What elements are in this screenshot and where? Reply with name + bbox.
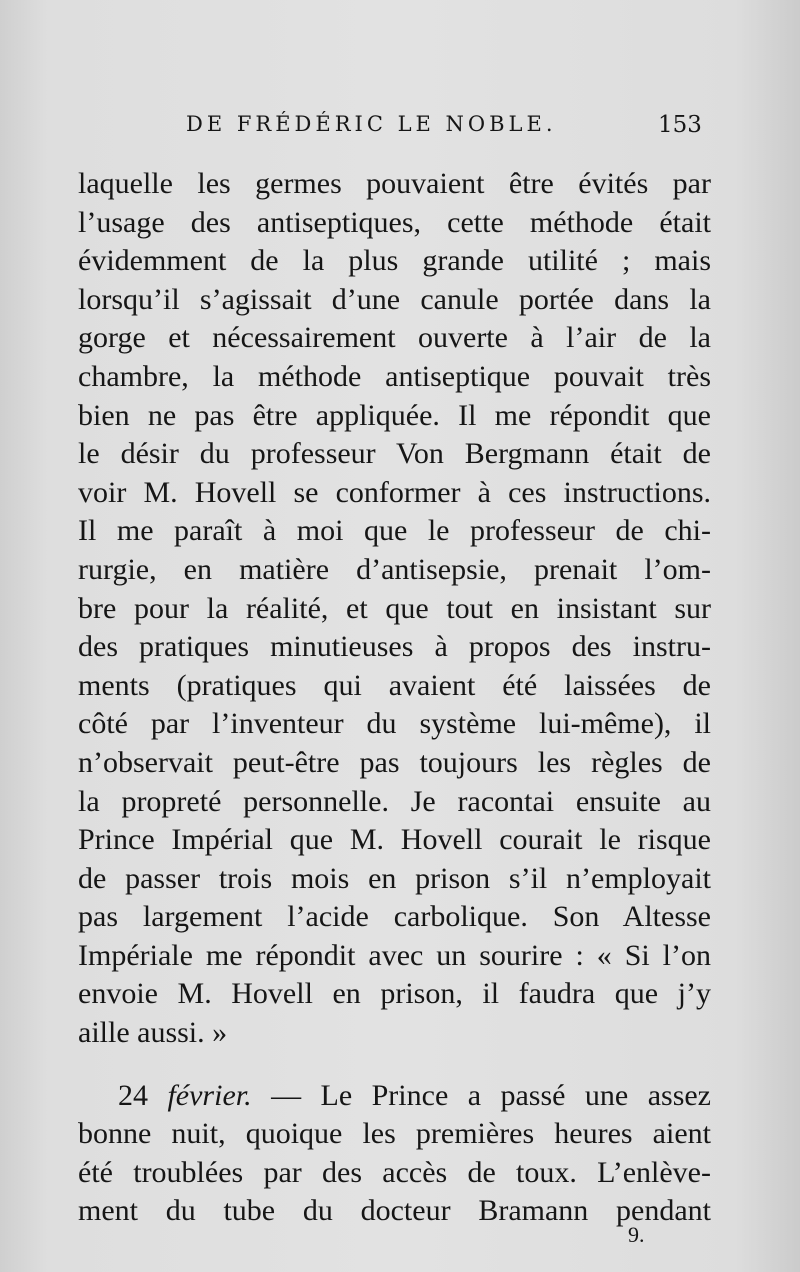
text-line: gorge et nécessairement ouverte à l’air de la bbox=[78, 321, 711, 355]
entry-first-line: — Le Prince a passé une assez bbox=[251, 1078, 711, 1112]
text-line: la propreté personnelle. Je racontai ensuite au bbox=[78, 784, 711, 818]
text-line: ment du tube du docteur Bramann pendant bbox=[78, 1194, 711, 1228]
body-text bbox=[78, 165, 711, 1231]
text-line: le désir du professeur Von Bergmann était de bbox=[78, 437, 711, 471]
text-line: ments (pratiques qui avaient été laissées de bbox=[78, 668, 711, 702]
text-line: envoie M. Hovell en prison, il faudra que j’y bbox=[78, 977, 711, 1011]
text-line: Impériale me répondit avec un sourire : « Si l’on bbox=[78, 938, 711, 972]
text-line: pas largement l’acide carbolique. Son Altesse bbox=[78, 900, 711, 934]
signature-mark: 9. bbox=[628, 1222, 645, 1247]
text-line: aille aussi. » bbox=[78, 1016, 228, 1050]
text-line: l’usage des antiseptiques, cette méthode était bbox=[78, 205, 711, 239]
running-title: DE FRÉDÉRIC LE NOBLE. bbox=[186, 112, 557, 136]
text-line: n’observait peut-être pas toujours les règles de bbox=[78, 745, 711, 779]
text-line: Prince Impérial que M. Hovell courait le risque bbox=[78, 823, 711, 857]
text-line: évidemment de la plus grande utilité ; mais bbox=[78, 244, 711, 278]
text-line: bre pour la réalité, et que tout en insistant sur bbox=[78, 591, 711, 625]
text-line: été troublées par des accès de toux. L’enlève- bbox=[78, 1155, 711, 1189]
text-line: Il me paraît à moi que le professeur de chi- bbox=[78, 514, 711, 548]
dated-entry-line bbox=[78, 1077, 711, 1116]
page-number: 153 bbox=[658, 112, 702, 138]
text-line: lorsqu’il s’agissait d’une canule portée dans la bbox=[78, 282, 711, 316]
text-line: bonne nuit, quoique les premières heures aient bbox=[78, 1117, 711, 1151]
text-line: côté par l’inventeur du système lui-même), il bbox=[78, 707, 711, 741]
text-line: de passer trois mois en prison s’il n’employait bbox=[78, 861, 711, 895]
text-line: chambre, la méthode antiseptique pouvait très bbox=[78, 359, 711, 393]
text-line: voir M. Hovell se conformer à ces instructions. bbox=[78, 475, 711, 509]
text-line: rurgie, en matière d’antisepsie, prenait l’om- bbox=[78, 552, 711, 586]
paragraph-gap bbox=[78, 1053, 711, 1077]
text-line: des pratiques minutieuses à propos des instru- bbox=[78, 630, 711, 664]
entry-date: 24 bbox=[118, 1078, 148, 1112]
text-line: bien ne pas être appliquée. Il me répondit que bbox=[78, 398, 711, 432]
text-line: laquelle les germes pouvaient être évités par bbox=[78, 167, 711, 200]
running-head bbox=[0, 112, 800, 142]
entry-date-month: février. bbox=[167, 1078, 252, 1112]
